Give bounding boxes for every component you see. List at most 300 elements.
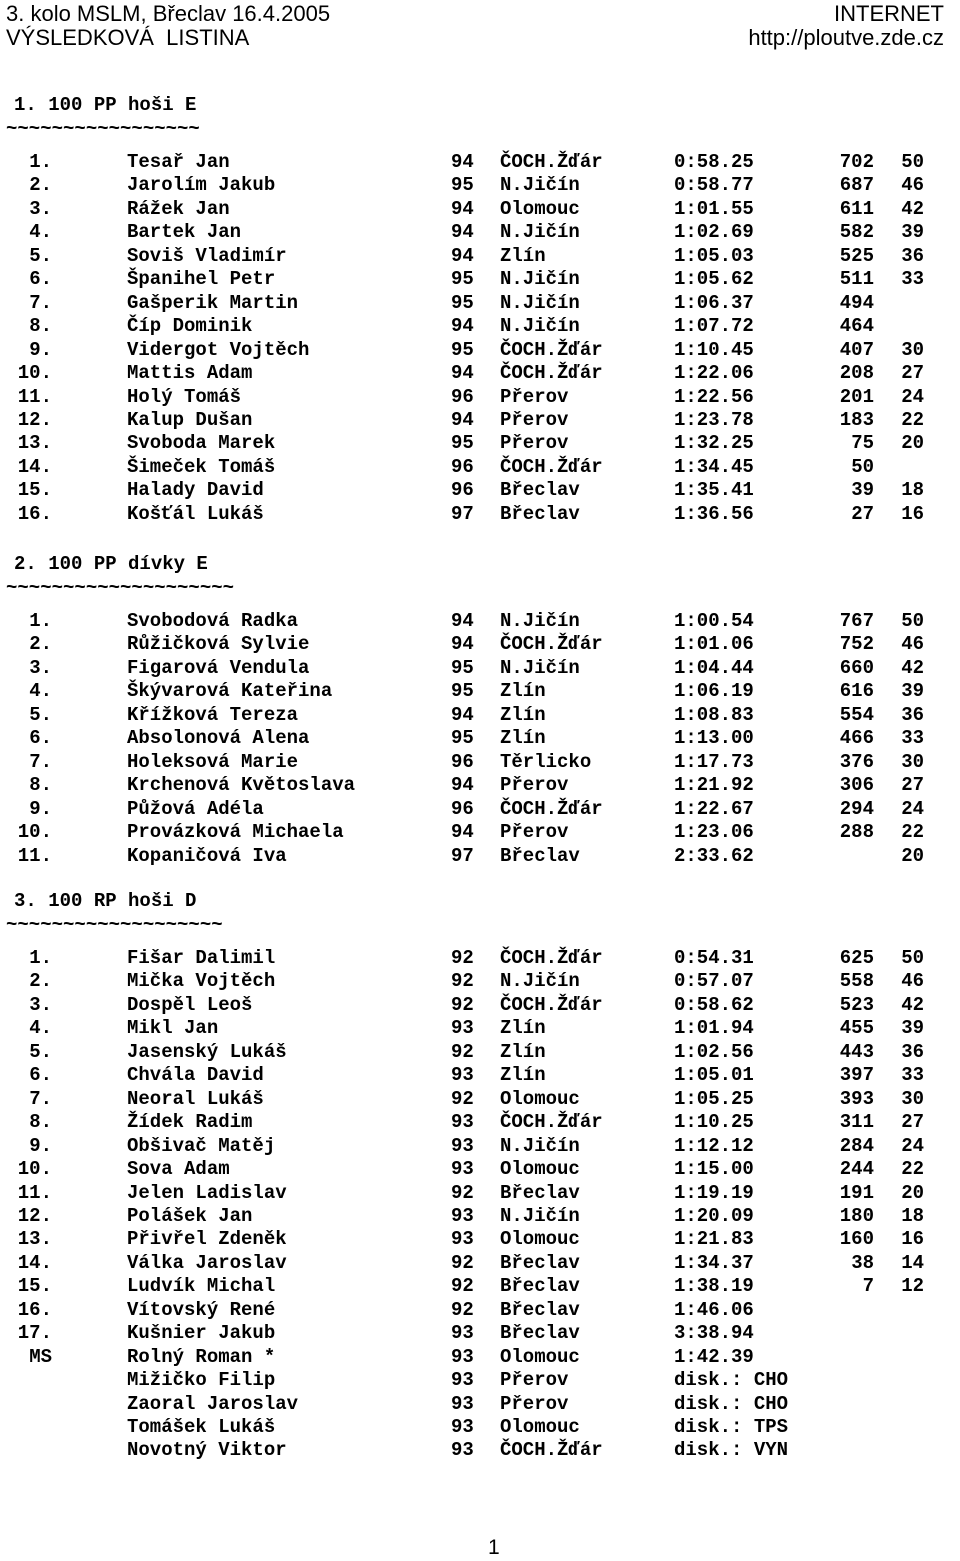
cell-year: 92 — [451, 1182, 474, 1204]
cell-club: Olomouc — [500, 1228, 580, 1250]
cell-time: 1:07.72 — [674, 315, 754, 337]
cell-rank: MS — [29, 1346, 52, 1368]
cell-year: 93 — [451, 1205, 474, 1227]
cell-time: disk.: CHO — [674, 1393, 789, 1415]
cell-name: Mattis Adam — [127, 362, 253, 384]
cell-time: disk.: VYN — [674, 1439, 789, 1461]
cell-score: 24 — [901, 798, 924, 820]
cell-year: 95 — [451, 268, 474, 290]
cell-club: Přerov — [500, 432, 569, 454]
cell-score: 46 — [901, 174, 924, 196]
cell-year: 93 — [451, 1369, 474, 1391]
section-heading: 1. 100 PP hoši E — [14, 94, 197, 116]
cell-name: Zaoral Jaroslav — [127, 1393, 299, 1415]
result-row — [0, 1321, 960, 1345]
cell-name: Kušnier Jakub — [127, 1322, 276, 1344]
cell-year: 93 — [451, 1228, 474, 1250]
cell-name: Mička Vojtěch — [127, 970, 276, 992]
cell-club: Břeclav — [500, 1299, 580, 1321]
cell-rank: 9. — [29, 798, 52, 820]
cell-club: N.Jičín — [500, 174, 580, 196]
cell-rank: 14. — [17, 1252, 52, 1274]
cell-time: 1:21.83 — [674, 1228, 754, 1250]
cell-year: 96 — [451, 386, 474, 408]
cell-score: 36 — [901, 1041, 924, 1063]
cell-club: Olomouc — [500, 1346, 580, 1368]
cell-score: 36 — [901, 704, 924, 726]
cell-rank: 8. — [29, 315, 52, 337]
cell-club: N.Jičín — [500, 970, 580, 992]
cell-year: 93 — [451, 1322, 474, 1344]
cell-pts: 294 — [839, 798, 874, 820]
cell-time: 1:05.25 — [674, 1088, 754, 1110]
cell-pts: 284 — [839, 1135, 874, 1157]
cell-name: Svoboda Marek — [127, 432, 276, 454]
cell-time: 1:05.03 — [674, 245, 754, 267]
cell-name: Holý Tomáš — [127, 386, 242, 408]
cell-pts: 558 — [839, 970, 874, 992]
result-row — [0, 1415, 960, 1439]
cell-pts: 393 — [839, 1088, 874, 1110]
cell-club: Přerov — [500, 774, 569, 796]
cell-score: 27 — [901, 362, 924, 384]
cell-club: Břeclav — [500, 1322, 580, 1344]
cell-score: 16 — [901, 503, 924, 525]
cell-pts: 244 — [839, 1158, 874, 1180]
cell-rank: 1. — [29, 610, 52, 632]
cell-time: 1:05.01 — [674, 1064, 754, 1086]
result-row — [0, 1392, 960, 1416]
cell-year: 92 — [451, 1088, 474, 1110]
cell-name: Mižičko Filip — [127, 1369, 276, 1391]
result-row — [0, 408, 960, 432]
cell-time: 1:34.37 — [674, 1252, 754, 1274]
cell-year: 92 — [451, 970, 474, 992]
cell-rank: 8. — [29, 1111, 52, 1133]
cell-score: 18 — [901, 479, 924, 501]
cell-rank: 3. — [29, 657, 52, 679]
result-row — [0, 1227, 960, 1251]
cell-pts: 702 — [839, 151, 874, 173]
cell-year: 92 — [451, 1275, 474, 1297]
result-row — [0, 455, 960, 479]
cell-year: 96 — [451, 798, 474, 820]
cell-pts: 201 — [839, 386, 874, 408]
cell-club: ČOCH.Žďár — [500, 633, 603, 655]
cell-rank: 3. — [29, 994, 52, 1016]
cell-club: N.Jičín — [500, 657, 580, 679]
cell-name: Dospěl Leoš — [127, 994, 253, 1016]
cell-club: Břeclav — [500, 503, 580, 525]
cell-name: Růžičková Sylvie — [127, 633, 310, 655]
cell-score: 46 — [901, 633, 924, 655]
cell-club: Břeclav — [500, 1252, 580, 1274]
cell-pts: 180 — [839, 1205, 874, 1227]
result-row — [0, 632, 960, 656]
cell-year: 94 — [451, 821, 474, 843]
result-row — [0, 1016, 960, 1040]
cell-time: 1:01.55 — [674, 198, 754, 220]
cell-rank: 13. — [17, 432, 52, 454]
cell-name: Sova Adam — [127, 1158, 230, 1180]
cell-year: 94 — [451, 245, 474, 267]
cell-pts: 455 — [839, 1017, 874, 1039]
internet-label: INTERNET — [834, 1, 944, 26]
cell-pts: 27 — [851, 503, 874, 525]
cell-time: 2:33.62 — [674, 845, 754, 867]
cell-time: 1:01.94 — [674, 1017, 754, 1039]
cell-name: Obšivač Matěj — [127, 1135, 276, 1157]
cell-name: Přivřel Zdeněk — [127, 1228, 287, 1250]
cell-club: Přerov — [500, 1369, 569, 1391]
cell-score: 24 — [901, 386, 924, 408]
cell-rank: 13. — [17, 1228, 52, 1250]
document-subtitle: VÝSLEDKOVÁ LISTINA — [6, 25, 250, 50]
cell-rank: 10. — [17, 1158, 52, 1180]
cell-club: N.Jičín — [500, 268, 580, 290]
cell-name: Rážek Jan — [127, 198, 230, 220]
cell-club: ČOCH.Žďár — [500, 994, 603, 1016]
cell-score: 22 — [901, 1158, 924, 1180]
cell-name: Bartek Jan — [127, 221, 242, 243]
cell-pts: 208 — [839, 362, 874, 384]
cell-name: Novotný Viktor — [127, 1439, 287, 1461]
cell-club: Zlín — [500, 680, 546, 702]
cell-score: 46 — [901, 970, 924, 992]
cell-pts: 39 — [851, 479, 874, 501]
cell-score: 50 — [901, 947, 924, 969]
cell-year: 94 — [451, 362, 474, 384]
cell-year: 95 — [451, 727, 474, 749]
result-row — [0, 993, 960, 1017]
cell-name: Halady David — [127, 479, 264, 501]
cell-rank: 3. — [29, 198, 52, 220]
cell-rank: 10. — [17, 362, 52, 384]
result-row — [0, 679, 960, 703]
cell-name: Provázková Michaela — [127, 821, 344, 843]
cell-pts: 443 — [839, 1041, 874, 1063]
cell-name: Číp Dominik — [127, 315, 253, 337]
cell-time: 1:36.56 — [674, 503, 754, 525]
cell-rank: 10. — [17, 821, 52, 843]
cell-score: 27 — [901, 1111, 924, 1133]
cell-time: 1:08.83 — [674, 704, 754, 726]
cell-rank: 6. — [29, 268, 52, 290]
cell-time: 1:42.39 — [674, 1346, 754, 1368]
cell-time: 1:20.09 — [674, 1205, 754, 1227]
cell-rank: 1. — [29, 151, 52, 173]
cell-rank: 4. — [29, 1017, 52, 1039]
cell-score: 30 — [901, 339, 924, 361]
cell-name: Válka Jaroslav — [127, 1252, 287, 1274]
cell-time: 0:57.07 — [674, 970, 754, 992]
result-row — [0, 361, 960, 385]
cell-rank: 2. — [29, 633, 52, 655]
cell-year: 95 — [451, 174, 474, 196]
cell-pts: 160 — [839, 1228, 874, 1250]
cell-score: 12 — [901, 1275, 924, 1297]
cell-time: 1:38.19 — [674, 1275, 754, 1297]
cell-score: 20 — [901, 845, 924, 867]
cell-club: Přerov — [500, 409, 569, 431]
section-underline: ~~~~~~~~~~~~~~~~~ — [6, 118, 200, 140]
cell-score: 16 — [901, 1228, 924, 1250]
result-row — [0, 1298, 960, 1322]
cell-rank: 7. — [29, 751, 52, 773]
cell-pts: 38 — [851, 1252, 874, 1274]
cell-name: Kopaničová Iva — [127, 845, 287, 867]
cell-pts: 616 — [839, 680, 874, 702]
result-row — [0, 1438, 960, 1462]
cell-club: ČOCH.Žďár — [500, 151, 603, 173]
cell-name: Neoral Lukáš — [127, 1088, 264, 1110]
cell-club: N.Jičín — [500, 610, 580, 632]
cell-pts: 625 — [839, 947, 874, 969]
result-row — [0, 150, 960, 174]
cell-name: Chvála David — [127, 1064, 264, 1086]
cell-time: 0:58.77 — [674, 174, 754, 196]
cell-club: Břeclav — [500, 1182, 580, 1204]
cell-club: N.Jičín — [500, 1135, 580, 1157]
cell-club: Zlín — [500, 1041, 546, 1063]
result-row — [0, 502, 960, 526]
result-row — [0, 1063, 960, 1087]
cell-club: Zlín — [500, 704, 546, 726]
cell-score: 30 — [901, 1088, 924, 1110]
result-row — [0, 197, 960, 221]
result-row — [0, 1040, 960, 1064]
result-row — [0, 1204, 960, 1228]
cell-time: 1:32.25 — [674, 432, 754, 454]
cell-rank: 11. — [17, 1182, 52, 1204]
cell-pts: 407 — [839, 339, 874, 361]
cell-year: 93 — [451, 1346, 474, 1368]
cell-club: N.Jičín — [500, 1205, 580, 1227]
cell-rank: 12. — [17, 1205, 52, 1227]
cell-year: 92 — [451, 947, 474, 969]
cell-time: disk.: TPS — [674, 1416, 789, 1438]
cell-pts: 464 — [839, 315, 874, 337]
cell-name: Krchenová Květoslava — [127, 774, 356, 796]
cell-score: 30 — [901, 751, 924, 773]
cell-club: Zlín — [500, 1017, 546, 1039]
cell-score: 24 — [901, 1135, 924, 1157]
cell-year: 95 — [451, 657, 474, 679]
cell-name: Svobodová Radka — [127, 610, 299, 632]
cell-club: Břeclav — [500, 479, 580, 501]
cell-club: ČOCH.Žďár — [500, 362, 603, 384]
cell-club: ČOCH.Žďár — [500, 1111, 603, 1133]
cell-rank: 16. — [17, 503, 52, 525]
page-number: 1 — [488, 1536, 500, 1559]
cell-name: Fišar Dalimil — [127, 947, 276, 969]
cell-pts: 494 — [839, 292, 874, 314]
cell-time: 1:04.44 — [674, 657, 754, 679]
cell-name: Holeksová Marie — [127, 751, 299, 773]
cell-score: 33 — [901, 727, 924, 749]
cell-year: 93 — [451, 1135, 474, 1157]
cell-year: 92 — [451, 1252, 474, 1274]
cell-time: 1:22.06 — [674, 362, 754, 384]
cell-name: Jasenský Lukáš — [127, 1041, 287, 1063]
cell-pts: 191 — [839, 1182, 874, 1204]
cell-year: 92 — [451, 1041, 474, 1063]
result-row — [0, 1157, 960, 1181]
cell-name: Křížková Tereza — [127, 704, 299, 726]
result-row — [0, 1345, 960, 1369]
cell-rank: 11. — [17, 845, 52, 867]
cell-name: Vidergot Vojtěch — [127, 339, 310, 361]
cell-club: Přerov — [500, 1393, 569, 1415]
cell-rank: 15. — [17, 1275, 52, 1297]
result-row — [0, 726, 960, 750]
cell-year: 93 — [451, 1416, 474, 1438]
cell-time: 1:00.54 — [674, 610, 754, 632]
cell-pts: 376 — [839, 751, 874, 773]
cell-pts: 306 — [839, 774, 874, 796]
cell-time: 1:10.25 — [674, 1111, 754, 1133]
cell-time: 1:19.19 — [674, 1182, 754, 1204]
cell-time: 1:13.00 — [674, 727, 754, 749]
cell-score: 42 — [901, 657, 924, 679]
cell-pts: 511 — [839, 268, 874, 290]
result-row — [0, 750, 960, 774]
result-row — [0, 173, 960, 197]
cell-pts: 397 — [839, 1064, 874, 1086]
cell-club: Olomouc — [500, 198, 580, 220]
cell-rank: 16. — [17, 1299, 52, 1321]
cell-club: Olomouc — [500, 1088, 580, 1110]
cell-club: Břeclav — [500, 1275, 580, 1297]
cell-year: 93 — [451, 1064, 474, 1086]
cell-name: Figarová Vendula — [127, 657, 310, 679]
cell-name: Tomášek Lukáš — [127, 1416, 276, 1438]
cell-year: 97 — [451, 503, 474, 525]
result-row — [0, 385, 960, 409]
section-heading: 2. 100 PP dívky E — [14, 553, 208, 575]
cell-score: 42 — [901, 198, 924, 220]
cell-pts: 554 — [839, 704, 874, 726]
cell-year: 96 — [451, 751, 474, 773]
result-row — [0, 314, 960, 338]
cell-club: ČOCH.Žďár — [500, 798, 603, 820]
result-row — [0, 797, 960, 821]
cell-rank: 6. — [29, 1064, 52, 1086]
cell-year: 93 — [451, 1439, 474, 1461]
cell-club: N.Jičín — [500, 221, 580, 243]
cell-name: Polášek Jan — [127, 1205, 253, 1227]
result-row — [0, 946, 960, 970]
cell-score: 33 — [901, 1064, 924, 1086]
cell-score: 39 — [901, 221, 924, 243]
cell-year: 94 — [451, 610, 474, 632]
cell-year: 94 — [451, 774, 474, 796]
cell-time: 1:12.12 — [674, 1135, 754, 1157]
cell-rank: 7. — [29, 1088, 52, 1110]
cell-year: 97 — [451, 845, 474, 867]
cell-club: Zlín — [500, 245, 546, 267]
result-row — [0, 291, 960, 315]
cell-name: Absolonová Alena — [127, 727, 310, 749]
cell-time: 1:05.62 — [674, 268, 754, 290]
result-row — [0, 1274, 960, 1298]
cell-year: 95 — [451, 432, 474, 454]
cell-time: 1:23.78 — [674, 409, 754, 431]
cell-time: 0:58.62 — [674, 994, 754, 1016]
cell-club: Těrlicko — [500, 751, 592, 773]
cell-year: 94 — [451, 409, 474, 431]
cell-club: ČOCH.Žďár — [500, 456, 603, 478]
cell-name: Mikl Jan — [127, 1017, 219, 1039]
result-row — [0, 1087, 960, 1111]
cell-year: 93 — [451, 1158, 474, 1180]
cell-club: ČOCH.Žďár — [500, 339, 603, 361]
cell-year: 95 — [451, 339, 474, 361]
cell-rank: 14. — [17, 456, 52, 478]
cell-year: 95 — [451, 680, 474, 702]
cell-name: Šimeček Tomáš — [127, 456, 276, 478]
document-title: 3. kolo MSLM, Břeclav 16.4.2005 — [6, 1, 331, 26]
cell-year: 94 — [451, 315, 474, 337]
cell-pts: 525 — [839, 245, 874, 267]
result-row — [0, 820, 960, 844]
cell-year: 96 — [451, 456, 474, 478]
cell-rank: 5. — [29, 1041, 52, 1063]
result-row — [0, 1251, 960, 1275]
cell-score: 39 — [901, 1017, 924, 1039]
cell-time: 1:22.67 — [674, 798, 754, 820]
cell-rank: 2. — [29, 174, 52, 196]
cell-club: Zlín — [500, 1064, 546, 1086]
cell-rank: 11. — [17, 386, 52, 408]
result-row — [0, 1134, 960, 1158]
result-row — [0, 220, 960, 244]
cell-rank: 9. — [29, 1135, 52, 1157]
cell-name: Rolný Roman * — [127, 1346, 276, 1368]
cell-score: 22 — [901, 821, 924, 843]
cell-score: 50 — [901, 610, 924, 632]
website-link[interactable]: http://ploutve.zde.cz — [748, 25, 944, 50]
result-row — [0, 244, 960, 268]
section-underline: ~~~~~~~~~~~~~~~~~~~~ — [6, 577, 235, 599]
cell-score: 39 — [901, 680, 924, 702]
result-row — [0, 478, 960, 502]
cell-year: 92 — [451, 994, 474, 1016]
cell-rank: 4. — [29, 221, 52, 243]
cell-time: 1:22.56 — [674, 386, 754, 408]
cell-pts: 311 — [839, 1111, 874, 1133]
cell-time: 1:01.06 — [674, 633, 754, 655]
cell-rank: 7. — [29, 292, 52, 314]
cell-rank: 5. — [29, 704, 52, 726]
cell-club: N.Jičín — [500, 315, 580, 337]
cell-year: 94 — [451, 151, 474, 173]
cell-time: disk.: CHO — [674, 1369, 789, 1391]
cell-year: 94 — [451, 633, 474, 655]
cell-rank: 1. — [29, 947, 52, 969]
result-row — [0, 844, 960, 868]
cell-club: N.Jičín — [500, 292, 580, 314]
cell-name: Tesař Jan — [127, 151, 230, 173]
cell-score: 27 — [901, 774, 924, 796]
cell-score: 20 — [901, 432, 924, 454]
cell-name: Žídek Radim — [127, 1111, 253, 1133]
cell-year: 95 — [451, 292, 474, 314]
cell-time: 1:02.69 — [674, 221, 754, 243]
cell-score: 33 — [901, 268, 924, 290]
cell-pts: 288 — [839, 821, 874, 843]
cell-name: Vítovský René — [127, 1299, 276, 1321]
